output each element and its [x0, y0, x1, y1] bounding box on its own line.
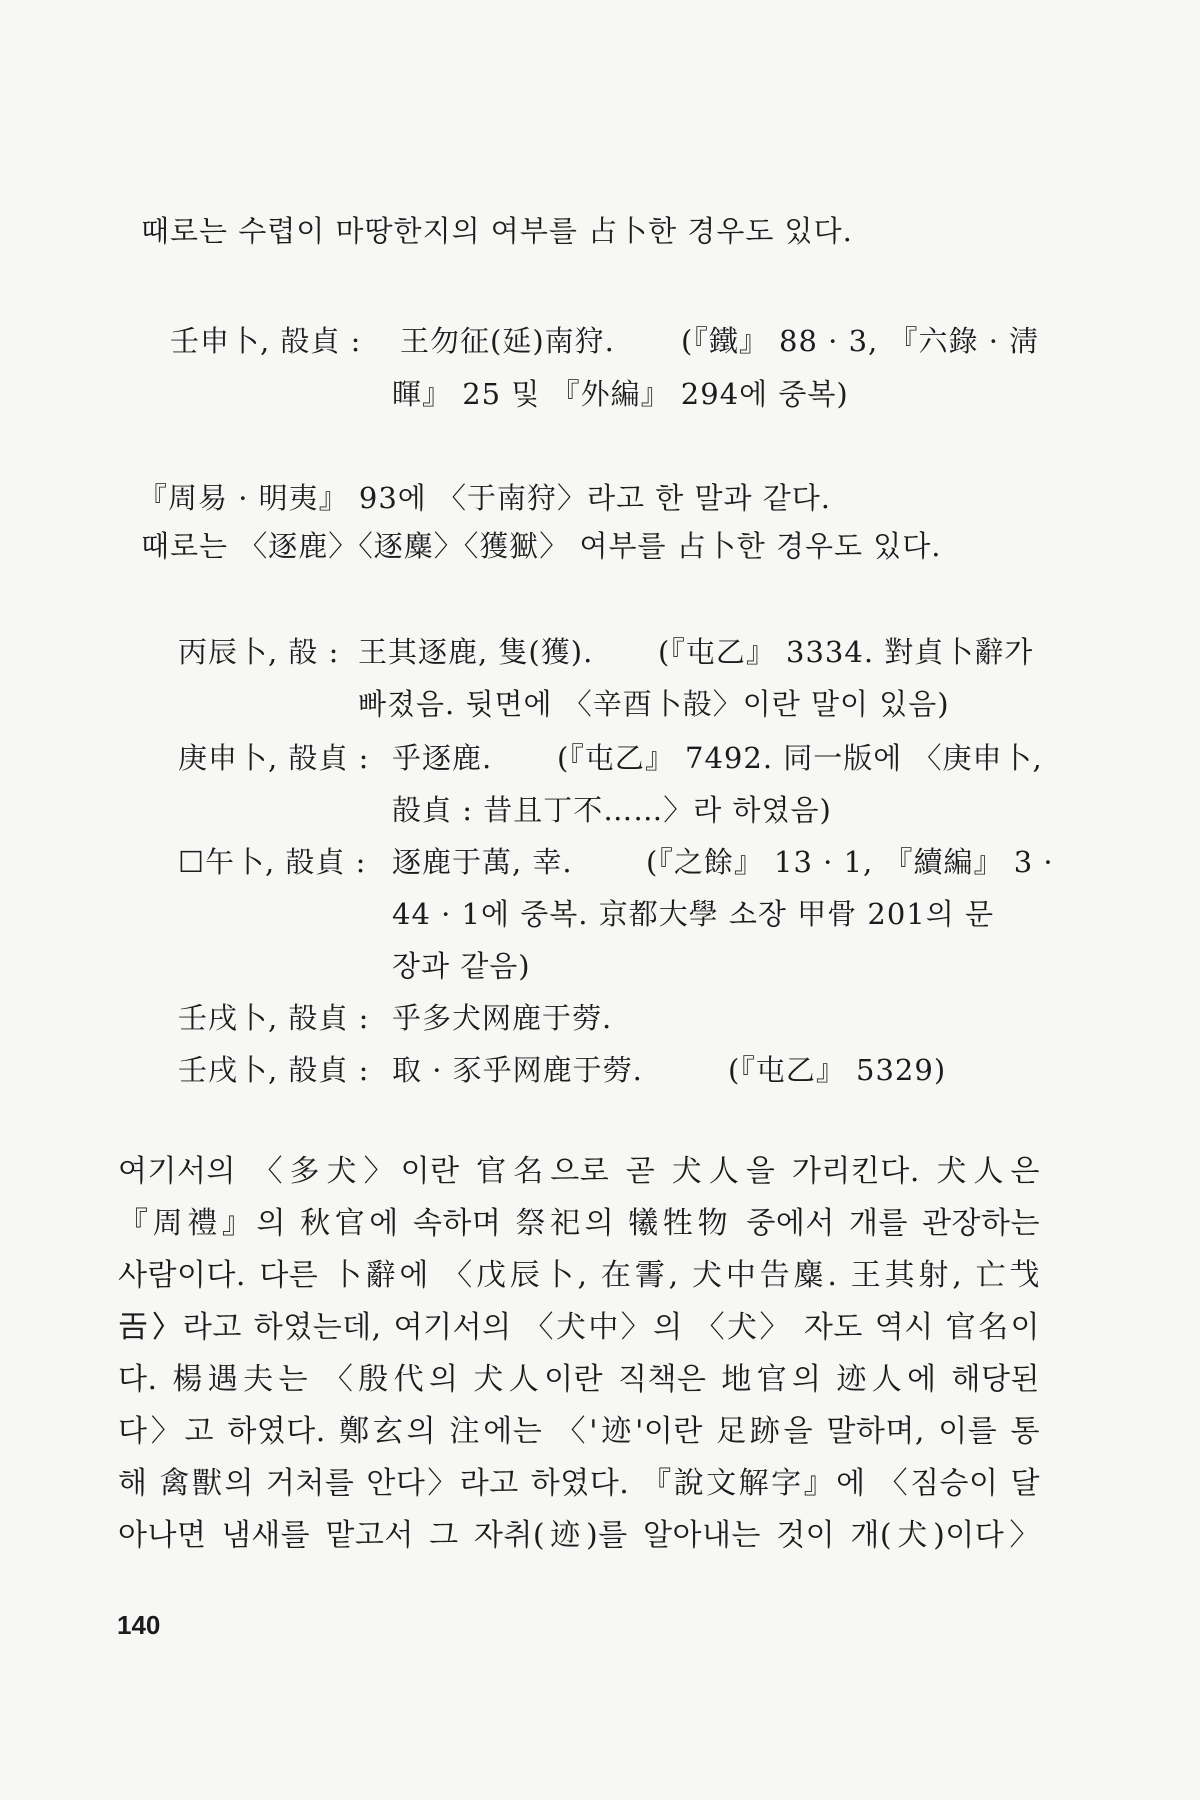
intro-line-1: 때로는 수렵이 마땅한지의 여부를 占卜한 경우도 있다.: [141, 214, 853, 248]
entry-4-text: 逐鹿于萬, 幸.: [392, 845, 573, 879]
entry-3-text: 乎逐鹿.: [392, 741, 493, 775]
paragraph-line-6: 다〉고 하였다. 鄭玄의 注에는 〈'迹'이란 足跡을 말하며, 이를 통: [118, 1414, 1040, 1449]
entry-6-label: 壬戌卜, 㱿貞 :: [178, 1053, 370, 1087]
paragraph-line-4: 𢀛〉라고 하였는데, 여기서의 〈犬中〉의 〈犬〉 자도 역시 官名이: [118, 1310, 1040, 1345]
entry-6-citation: (『屯乙』 5329): [728, 1053, 947, 1087]
entry-1-text: 王勿征(延)南狩.: [400, 324, 615, 358]
entry-4-label: ☐午卜, 㱿貞 :: [178, 845, 367, 879]
entry-2-citation: (『屯乙』 3334. 對貞卜辭가: [658, 635, 1034, 669]
entry-1-continuation: 暉』 25 및 『外編』 294에 중복): [392, 377, 849, 411]
entry-6-text: 取 · 豕乎网鹿于䓖.: [392, 1053, 643, 1087]
entry-1-label: 壬申卜, 㱿貞 :: [170, 324, 362, 358]
entry-3-citation: (『屯乙』 7492. 同一版에 〈庚申卜,: [557, 741, 1043, 775]
entry-4-citation: (『之餘』 13 · 1, 『續編』 3 ·: [646, 845, 1054, 879]
entry-5-text: 乎多犬网鹿于䓖.: [392, 1001, 613, 1035]
intro-line-2: 『周易 · 明夷』 93에 〈于南狩〉라고 한 말과 같다.: [138, 481, 831, 515]
page-number: 140: [117, 1610, 161, 1640]
paragraph-line-7: 해 禽獸의 거처를 안다〉라고 하였다. 『說文解字』에 〈짐승이 달: [118, 1466, 1040, 1501]
entry-3-continuation: 㱿貞 : 昔且丁不……〉라 하였음): [392, 793, 832, 827]
paragraph-line-2: 『周禮』의 秋官에 속하며 祭祀의 犧牲物 중에서 개를 관장하는: [118, 1206, 1040, 1241]
entry-4-continuation-2: 장과 같음): [392, 949, 531, 983]
paragraph-line-3: 사람이다. 다른 卜辭에 〈戊辰卜, 在䨝, 犬中告麋. 王其射, 亡𢦏: [118, 1258, 1040, 1293]
entry-2-continuation: 빠졌음. 뒷면에 〈辛酉卜㱿〉이란 말이 있음): [358, 687, 950, 721]
paragraph-line-1: 여기서의 〈多犬〉이란 官名으로 곧 犬人을 가리킨다. 犬人은: [118, 1154, 1040, 1189]
intro-line-3: 때로는 〈逐鹿〉〈逐麋〉〈獲㺇〉 여부를 占卜한 경우도 있다.: [141, 529, 942, 563]
entry-1-citation: (『鐵』 88 · 3, 『六錄 · 淸: [681, 324, 1040, 358]
entry-3-label: 庚申卜, 㱿貞 :: [178, 741, 370, 775]
paragraph-line-8: 아나면 냄새를 맡고서 그 자취(迹)를 알아내는 것이 개(犬)이다〉: [118, 1518, 1040, 1553]
entry-4-continuation-1: 44 · 1에 중복. 京都大學 소장 甲骨 201의 문: [392, 897, 994, 931]
entry-2-label: 丙辰卜, 㱿 :: [178, 635, 340, 669]
paragraph-line-5: 다. 楊遇夫는 〈殷代의 犬人이란 직책은 地官의 迹人에 해당된: [118, 1362, 1040, 1397]
entry-2-text: 王其逐鹿, 隻(獲).: [358, 635, 594, 669]
entry-5-label: 壬戌卜, 㱿貞 :: [178, 1001, 370, 1035]
